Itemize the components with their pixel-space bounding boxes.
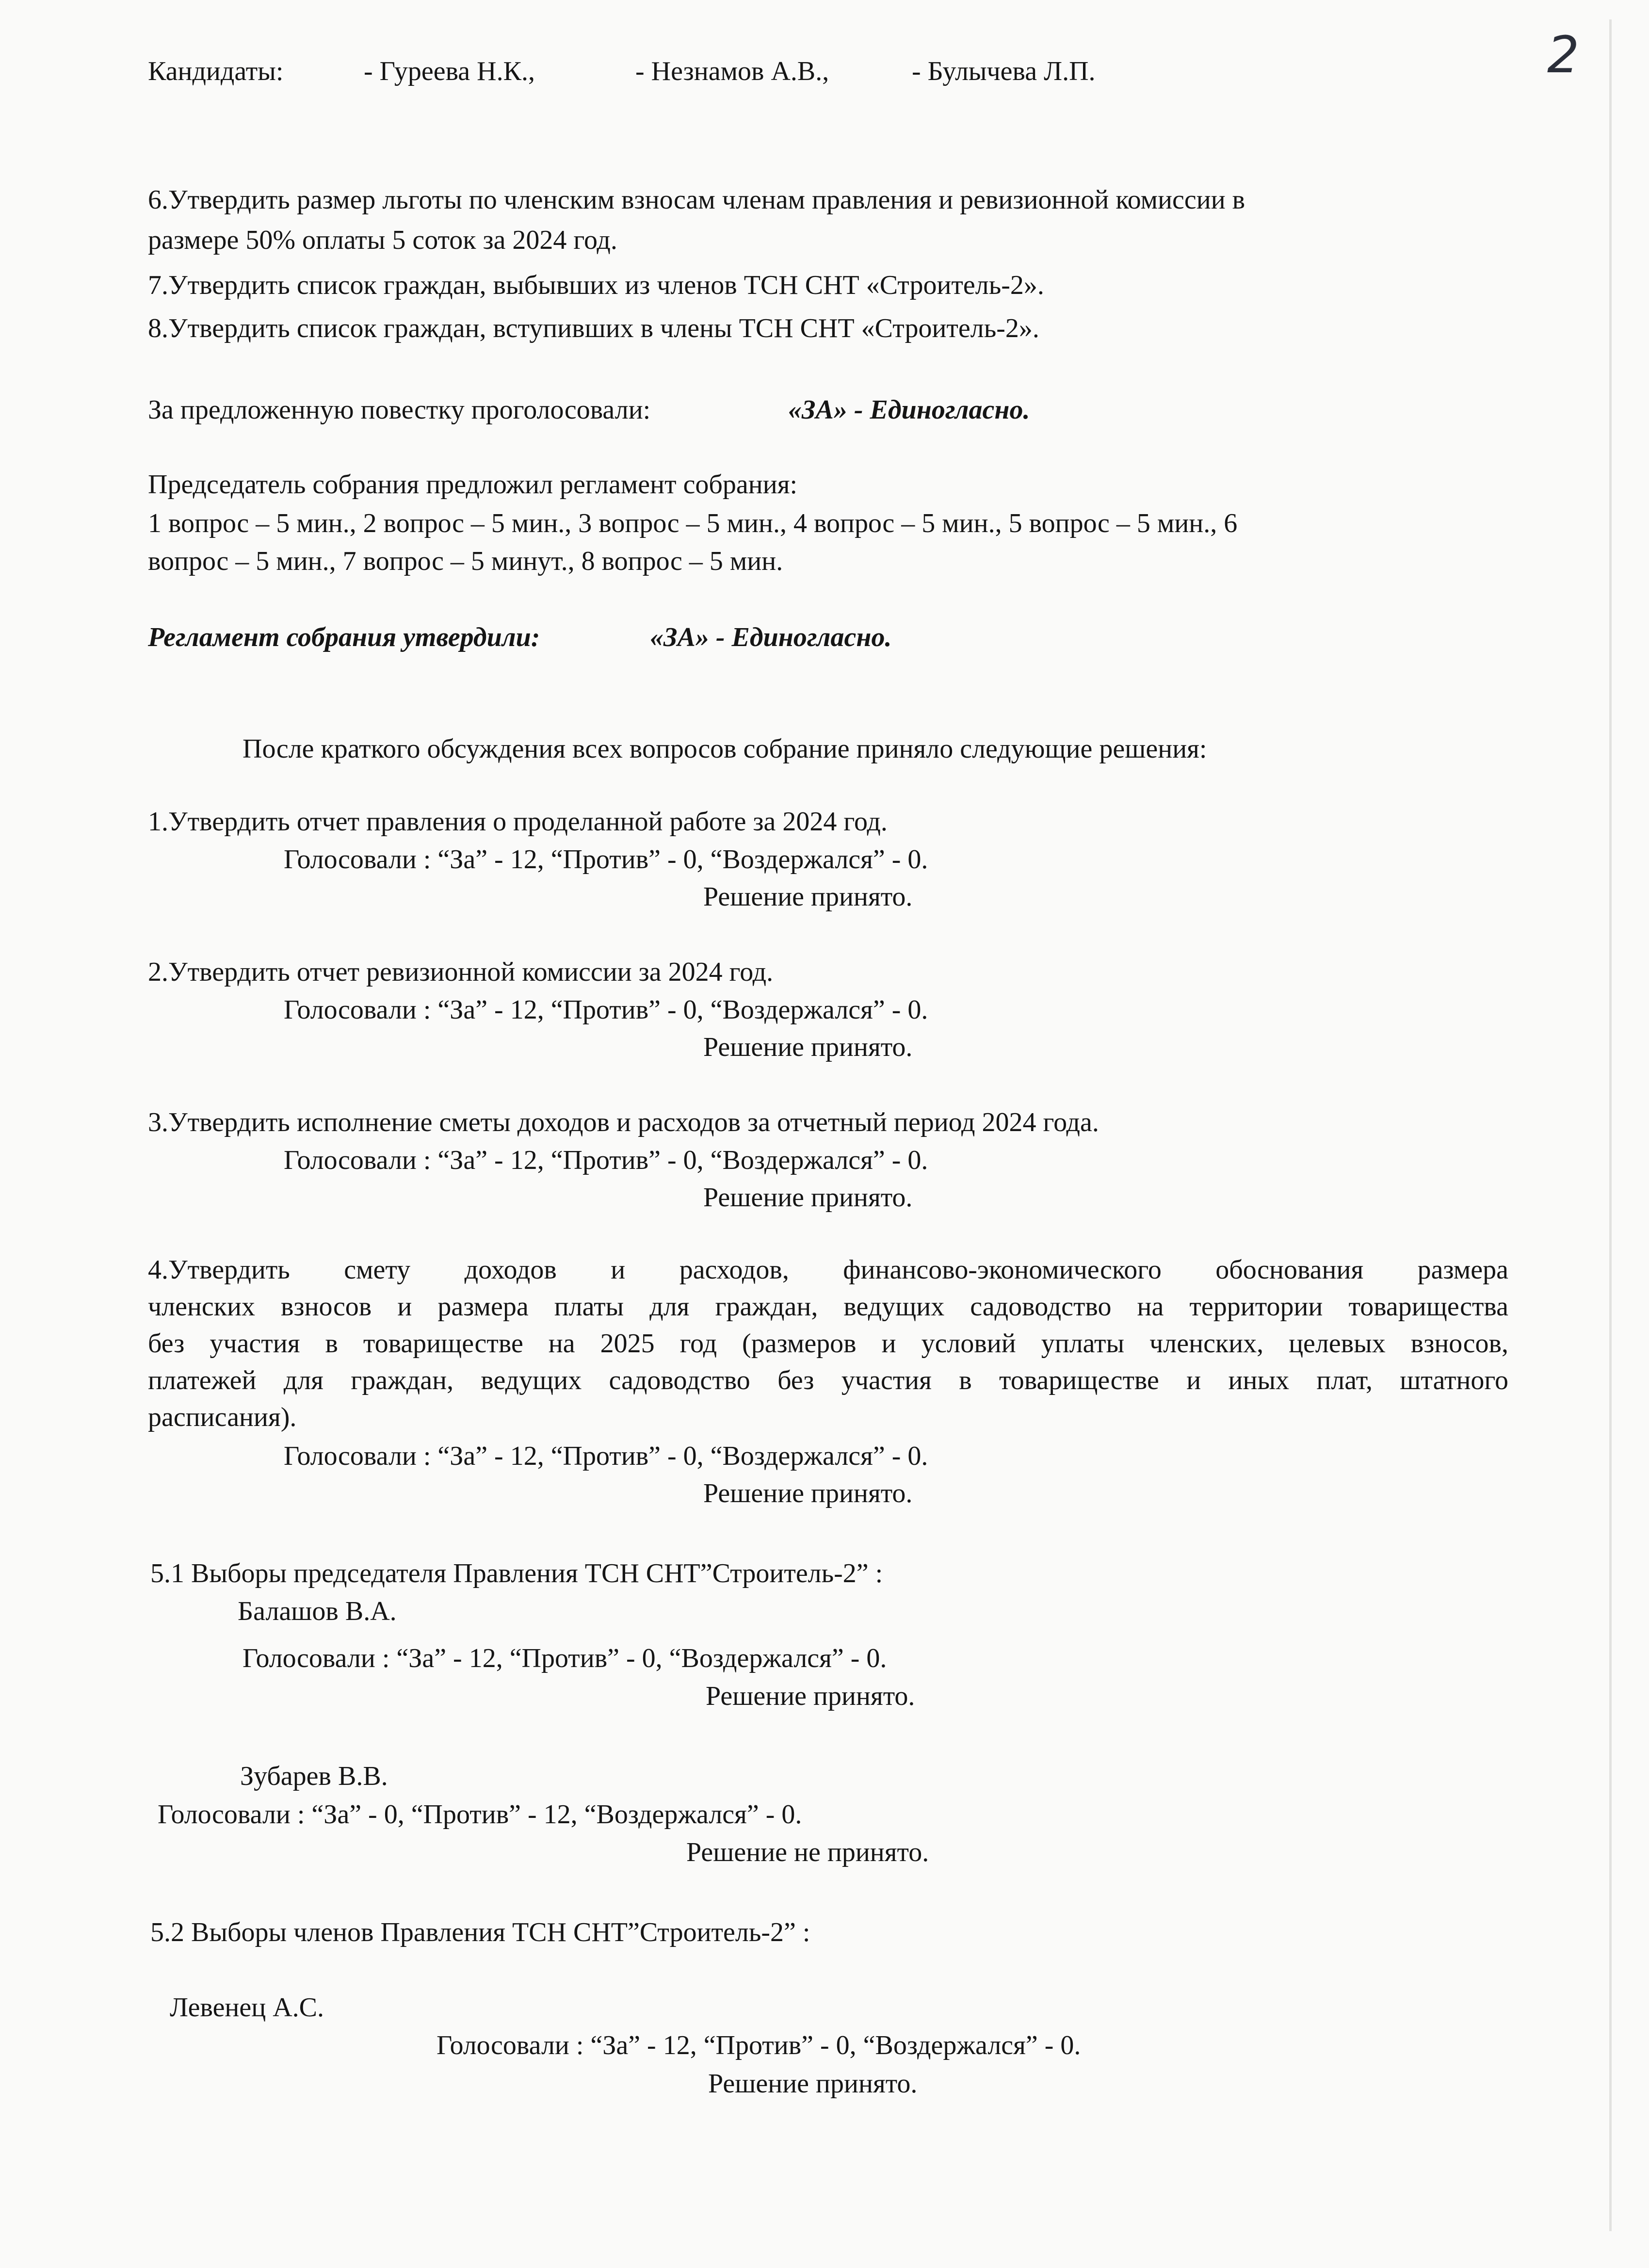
decision-1-text: 1.Утвердить отчет правления о проделанной работе за 2024 год. (148, 807, 888, 837)
decision-1-result: Решение принято. (703, 882, 913, 912)
decision-4-line: без участия в товариществе на 2025 год (размеров и условий уплаты членских, целевых взносов, (148, 1328, 1508, 1359)
agenda-item-6-line1: 6.Утвердить размер льготы по членским взносам членам правления и ревизионной комиссии в (148, 185, 1245, 215)
reglament-intro: Председатель собрания предложил регламент собрания: (148, 470, 798, 500)
decision-2-text: 2.Утвердить отчет ревизионной комиссии за 2024 год. (148, 957, 774, 987)
decision-5-2-result: Решение принято. (708, 2069, 918, 2099)
decision-4-result: Решение принято. (703, 1478, 913, 1508)
agenda-item-7: 7.Утвердить список граждан, выбывших из членов ТСН СНТ «Строитель-2». (148, 270, 1044, 300)
agenda-item-8: 8.Утвердить список граждан, вступивших в члены ТСН СНТ «Строитель-2». (148, 313, 1039, 343)
decision-4-line: членских взносов и размера платы для граждан, ведущих садоводство на территории товарищества (148, 1292, 1508, 1322)
candidate-item: - Незнамов А.В., (635, 56, 829, 86)
decision-1-vote: Голосовали : “За” - 12, “Против” - 0, “Воздержался” - 0. (284, 844, 928, 875)
reglament-line1: 1 вопрос – 5 мин., 2 вопрос – 5 мин., 3 вопрос – 5 мин., 4 вопрос – 5 мин., 5 вопрос – 5 мин., 6 (148, 508, 1238, 538)
decision-4-line: 4.Утвердить смету доходов и расходов, финансово-экономического обоснования размера (148, 1255, 1508, 1285)
decision-4-vote: Голосовали : “За” - 12, “Против” - 0, “Воздержался” - 0. (284, 1441, 928, 1471)
decision-3-text: 3.Утвердить исполнение сметы доходов и расходов за отчетный период 2024 года. (148, 1107, 1099, 1137)
decision-4-line: платежей для граждан, ведущих садоводство без участия в товариществе и иных плат, штатного (148, 1365, 1508, 1395)
decision-2-result: Решение принято. (703, 1032, 913, 1062)
candidate-item: - Гуреева Н.К., (364, 56, 535, 86)
decisions-intro: После краткого обсуждения всех вопросов собрание приняло следующие решения: (242, 734, 1207, 764)
agenda-vote-result: «ЗА» - Единогласно. (788, 395, 1030, 425)
handwritten-page-number: 2 (1547, 25, 1580, 84)
decision-5-1-candidate: Балашов В.А. (238, 1596, 397, 1626)
decision-4-paragraph (148, 1251, 1508, 1436)
decision-3-vote: Голосовали : “За” - 12, “Против” - 0, “Воздержался” - 0. (284, 1145, 928, 1175)
decision-5-1-vote: Голосовали : “За” - 12, “Против” - 0, “Воздержался” - 0. (242, 1643, 887, 1673)
decision-5-1-vote: Голосовали : “За” - 0, “Против” - 12, “Воздержался” - 0. (158, 1799, 802, 1830)
decision-3-result: Решение принято. (703, 1183, 913, 1213)
candidate-item: - Булычева Л.П. (912, 56, 1096, 86)
decision-2-vote: Голосовали : “За” - 12, “Против” - 0, “Воздержался” - 0. (284, 995, 928, 1025)
decision-5-2-vote: Голосовали : “За” - 12, “Против” - 0, “Воздержался” - 0. (436, 2030, 1081, 2060)
candidates-label: Кандидаты: (148, 56, 284, 86)
decision-5-1-candidate: Зубарев В.В. (240, 1761, 388, 1791)
decision-5-1-result: Решение не принято. (686, 1837, 929, 1867)
reglament-approved-label: Регламент собрания утвердили: (148, 622, 540, 652)
reglament-line2: вопрос – 5 мин., 7 вопрос – 5 минут., 8 вопрос – 5 мин. (148, 546, 783, 576)
decision-5-2-title: 5.2 Выборы членов Правления ТСН СНТ”Строитель-2” : (150, 1917, 810, 1947)
agenda-vote-label: За предложенную повестку проголосовали: (148, 395, 651, 425)
decision-5-1-title: 5.1 Выборы председателя Правления ТСН СНТ”Строитель-2” : (150, 1558, 883, 1588)
agenda-item-6-line2: размере 50% оплаты 5 соток за 2024 год. (148, 225, 617, 255)
decision-5-1-result: Решение принято. (706, 1681, 915, 1711)
reglament-approved-result: «ЗА» - Единогласно. (650, 622, 892, 652)
decision-4-line: расписания). (148, 1402, 297, 1432)
decision-5-2-candidate: Левенец А.С. (170, 1993, 324, 2023)
page-edge-shadow (1609, 19, 1612, 2231)
